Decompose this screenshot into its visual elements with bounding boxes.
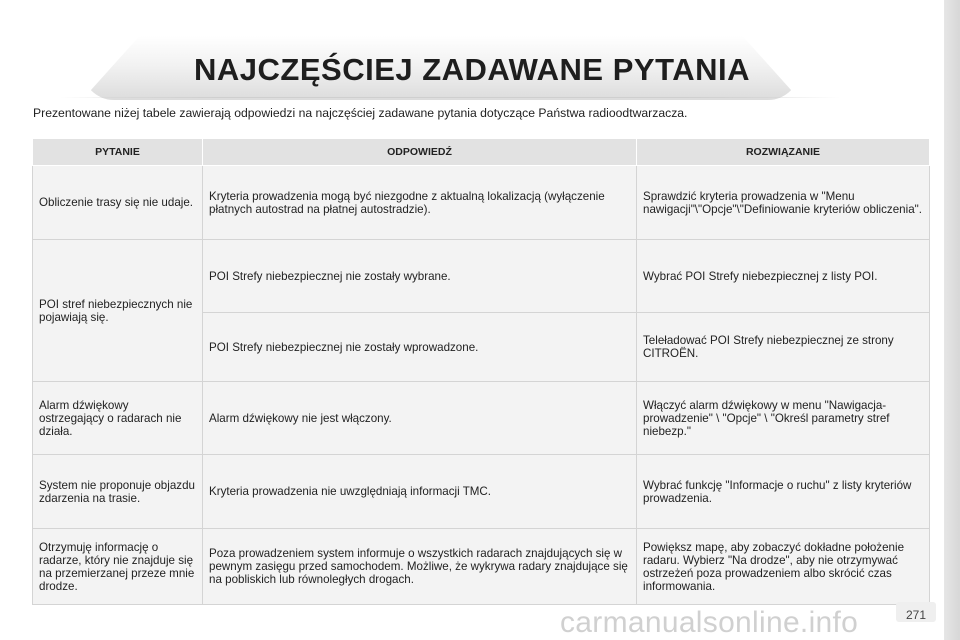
solution-cell: Teleładować POI Strefy niebezpiecznej ze strony CITROËN. (637, 313, 930, 382)
solution-cell: Wybrać funkcję "Informacje o ruchu" z listy kryteriów prowadzenia. (637, 455, 930, 529)
answer-cell: Alarm dźwiękowy nie jest włączony. (203, 382, 637, 455)
solution-cell: Powiększ mapę, aby zobaczyć dokładne położenie radaru. Wybierz "Na drodze", aby nie otrzymywać ostrzeżeń poza prowadzeniem albo skrócić czas informowania. (637, 529, 930, 605)
question-cell: POI stref niebezpiecznych nie pojawiają się. (33, 240, 203, 382)
table-row (33, 529, 930, 605)
faq-table (32, 138, 930, 605)
page-number: 271 (906, 608, 927, 622)
answer-cell: Kryteria prowadzenia nie uwzględniają informacji TMC. (203, 455, 637, 529)
question-cell: Alarm dźwiękowy ostrzegający o radarach nie działa. (33, 382, 203, 455)
column-header-answer: ODPOWIEDŹ (203, 139, 637, 166)
solution-cell: Wybrać POI Strefy niebezpiecznej z listy POI. (637, 240, 930, 313)
watermark: carmanualsonline.info (560, 606, 859, 639)
solution-cell: Włączyć alarm dźwiękowy w menu "Nawigacja-prowadzenie" \ "Opcje" \ "Określ parametry stref niebezp." (637, 382, 930, 455)
question-cell: System nie proponuje objazdu zdarzenia na trasie. (33, 455, 203, 529)
answer-cell: POI Strefy niebezpiecznej nie zostały wybrane. (203, 240, 637, 313)
column-header-question: PYTANIE (33, 139, 203, 166)
solution-cell: Sprawdzić kryteria prowadzenia w "Menu nawigacji"\"Opcje"\"Definiowanie kryteriów obliczenia". (637, 166, 930, 240)
intro-text: Prezentowane niżej tabele zawierają odpowiedzi na najczęściej zadawane pytania dotyczące Państwa radioodtwarzacza. (33, 106, 688, 120)
answer-cell: Poza prowadzeniem system informuje o wszystkich radarach znajdujących się w pewnym zasięgu przed samochodem. Możliwe, że wykrywa radary znajdujące się na pobliskich lub równoległych drogach. (203, 529, 637, 605)
table-row (33, 455, 930, 529)
table-row (33, 166, 930, 240)
page-edge (944, 0, 960, 640)
page-title: NAJCZĘŚCIEJ ZADAWANE PYTANIA (194, 52, 750, 87)
answer-cell: POI Strefy niebezpiecznej nie zostały wprowadzone. (203, 313, 637, 382)
table-header-row (33, 139, 930, 166)
question-cell: Otrzymuję informację o radarze, który nie znajduje się na przemierzanej przeze mnie drodze. (33, 529, 203, 605)
question-cell: Obliczenie trasy się nie udaje. (33, 166, 203, 240)
column-header-solution: ROZWIĄZANIE (637, 139, 930, 166)
answer-cell: Kryteria prowadzenia mogą być niezgodne z aktualną lokalizacją (wyłączenie płatnych autostrad na płatnej autostradzie). (203, 166, 637, 240)
table-row (33, 240, 930, 313)
table-row (33, 382, 930, 455)
title-underline (60, 97, 840, 98)
